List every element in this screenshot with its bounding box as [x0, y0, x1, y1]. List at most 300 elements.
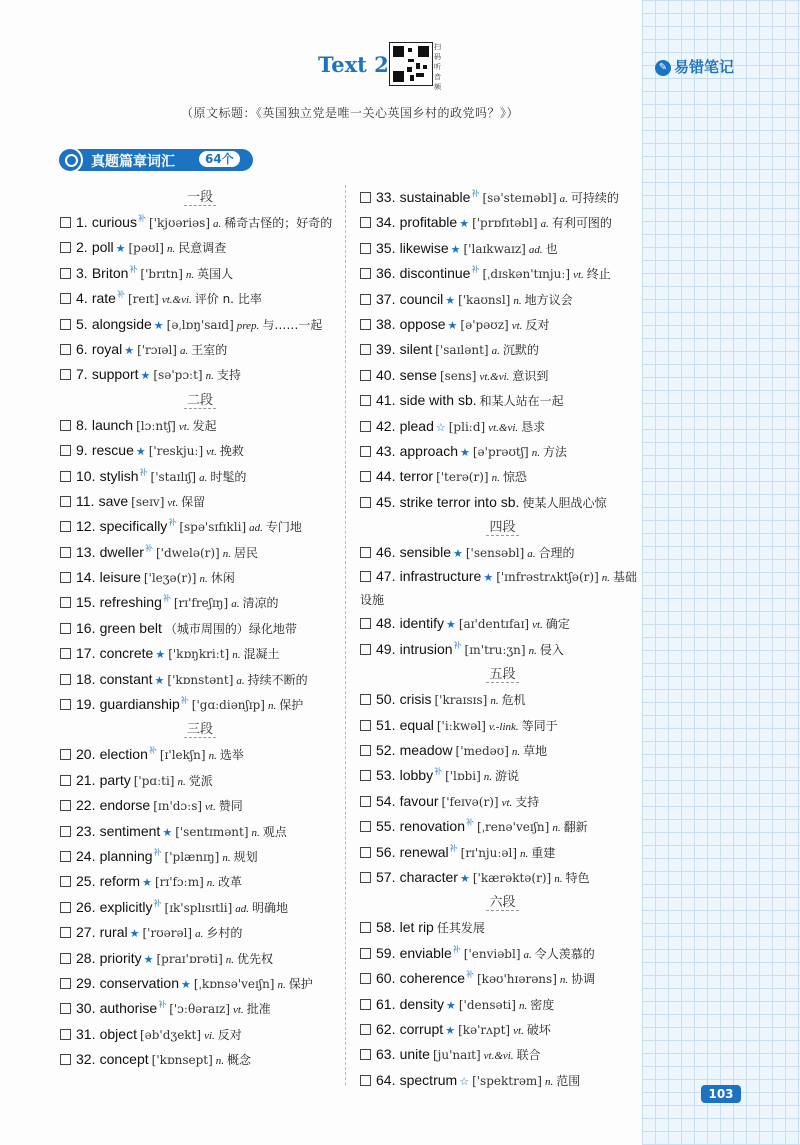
- vocab-number: 41.: [376, 392, 396, 409]
- vocab-number: 18.: [76, 670, 96, 687]
- vocab-number: 50.: [376, 691, 396, 708]
- vocab-meaning: 选举: [219, 748, 244, 763]
- checkbox[interactable]: [360, 370, 371, 381]
- vocab-pos: n.: [520, 847, 529, 860]
- star-icon: ★: [459, 871, 470, 885]
- checkbox[interactable]: [360, 395, 371, 406]
- vocab-word: infrastructure: [399, 568, 482, 585]
- vocab-pos: v.-link.: [488, 720, 519, 733]
- vocab-number: 27.: [76, 924, 96, 941]
- vocab-meaning: 基础设施: [360, 570, 638, 608]
- vocab-number: 59.: [376, 944, 396, 961]
- checkbox[interactable]: [60, 623, 71, 634]
- vocab-phonetic: [ɪn'truːʒn]: [464, 642, 526, 657]
- section-heading-label: 二段: [184, 393, 216, 409]
- vocab-number: 43.: [376, 442, 396, 459]
- star-icon: ★: [155, 648, 166, 662]
- vocab-meaning: 赞同: [218, 799, 243, 814]
- vocab-number: 57.: [376, 868, 396, 885]
- checkbox[interactable]: [60, 471, 71, 482]
- checkbox[interactable]: [60, 851, 71, 862]
- star-icon: ★: [124, 343, 135, 357]
- column-divider: [345, 185, 346, 1085]
- vocab-pos: n.: [177, 775, 186, 788]
- vocab-word: oppose: [399, 315, 446, 332]
- vocab-word: refreshing: [99, 594, 162, 611]
- vocab-phonetic: [rɪ'njuːəl]: [460, 845, 518, 860]
- vocab-pos: n.: [199, 573, 208, 586]
- vocab-number: 51.: [376, 716, 396, 733]
- vocab-item: [60, 819, 340, 844]
- section-heading-label: 六段: [486, 895, 518, 911]
- banner-label: 真题篇章词汇: [91, 154, 175, 170]
- vocab-word: silent: [399, 341, 433, 358]
- checkbox[interactable]: [60, 242, 71, 253]
- vocab-number: 1.: [76, 214, 88, 230]
- vocab-number: 54.: [376, 792, 396, 809]
- vocab-number: 7.: [76, 366, 88, 383]
- section-banner: [57, 147, 253, 173]
- supplement-mark: 补: [148, 746, 157, 756]
- vocab-pos: vt.&vi.: [483, 1050, 514, 1063]
- vocab-phonetic: ['kɒnsept]: [151, 1053, 213, 1068]
- checkbox[interactable]: [360, 872, 371, 883]
- vocab-pos: n.: [531, 446, 540, 459]
- vocab-word: identify: [399, 615, 444, 632]
- vocab-item: [360, 1068, 645, 1093]
- vocab-number: 10.: [76, 467, 96, 484]
- vocab-phonetic: [ɪn'dɔːs]: [153, 799, 203, 814]
- checkbox[interactable]: [60, 699, 71, 710]
- checkbox[interactable]: [360, 796, 371, 807]
- vocab-phonetic: ['saɪlənt]: [435, 343, 489, 358]
- vocab-word: leisure: [99, 569, 141, 586]
- supplement-mark: 补: [129, 264, 138, 274]
- checkbox[interactable]: [360, 344, 371, 355]
- grid-background: [642, 0, 800, 1145]
- checkbox[interactable]: [360, 1049, 371, 1060]
- vocab-word: planning: [99, 847, 153, 864]
- vocab-word: renewal: [399, 843, 449, 860]
- checkbox[interactable]: [360, 720, 371, 731]
- vocab-number: 2.: [76, 239, 88, 256]
- vocab-phonetic: [sə'pɔːt]: [153, 368, 203, 383]
- vocab-meaning: 翻新: [563, 820, 588, 835]
- checkbox[interactable]: [360, 821, 371, 832]
- vocab-pos: a.: [527, 548, 536, 561]
- supplement-mark: 补: [158, 1000, 167, 1010]
- vocab-phonetic: ['iːkwəl]: [436, 718, 486, 733]
- vocab-pos: a.: [523, 948, 532, 961]
- checkbox[interactable]: [360, 1075, 371, 1086]
- vocab-meaning: 保护: [288, 976, 313, 991]
- vocab-word: sensible: [399, 544, 451, 561]
- checkbox[interactable]: [60, 674, 71, 685]
- supplement-mark: 补: [168, 518, 177, 528]
- vocab-meaning: 保护: [279, 698, 304, 713]
- checkbox[interactable]: [360, 694, 371, 705]
- checkbox[interactable]: [360, 319, 371, 330]
- vocab-number: 34.: [376, 214, 396, 231]
- vocab-meaning: 与……一起: [262, 317, 323, 332]
- vocab-meaning: 任其发展: [436, 921, 485, 936]
- checkbox[interactable]: [360, 243, 371, 254]
- checkbox[interactable]: [60, 319, 71, 330]
- vocab-phonetic: ['feɪvə(r)]: [441, 794, 499, 809]
- vocab-meaning: 草地: [523, 744, 548, 759]
- vocab-pos: n.: [215, 1055, 225, 1068]
- vocab-item: [60, 210, 340, 235]
- vocab-item: [360, 966, 645, 991]
- vocab-item: [60, 514, 340, 539]
- supplement-mark: 补: [449, 843, 458, 853]
- checkbox[interactable]: [60, 1029, 71, 1040]
- vocab-number: 63.: [376, 1046, 396, 1063]
- vocab-pos: a.: [540, 218, 549, 231]
- vocab-number: 8.: [76, 416, 88, 433]
- vocab-meaning: 合理的: [538, 546, 575, 561]
- section-heading: [360, 515, 645, 540]
- checkbox[interactable]: [360, 421, 371, 432]
- supplement-mark: 补: [144, 543, 153, 553]
- checkbox[interactable]: [60, 445, 71, 456]
- search-icon: [57, 147, 83, 173]
- vocab-word: character: [399, 868, 458, 885]
- vocab-number: 12.: [76, 518, 96, 535]
- vocab-pos: a.: [213, 218, 222, 230]
- vocab-pos: n.: [528, 644, 537, 657]
- vocab-pos: n.: [518, 999, 528, 1012]
- supplement-mark: 补: [180, 696, 189, 706]
- vocab-pos: n.: [222, 851, 231, 864]
- vocab-pos: vt.: [501, 796, 513, 809]
- checkbox[interactable]: [60, 978, 71, 989]
- checkbox[interactable]: [60, 1054, 71, 1065]
- qr-label: 扫码听音频: [434, 43, 441, 91]
- vocab-number: 21.: [76, 771, 96, 788]
- checkbox[interactable]: [60, 800, 71, 811]
- vocab-item: [60, 844, 340, 869]
- vocab-pos: n.: [206, 877, 216, 890]
- checkbox[interactable]: [360, 922, 371, 933]
- vocab-pos: vt.: [178, 420, 190, 433]
- vocab-item: [60, 641, 340, 666]
- vocab-phonetic: ['sensəbl]: [465, 546, 525, 561]
- vocab-phonetic: [spə'sɪfɪkli]: [179, 520, 247, 535]
- vocab-item: [360, 713, 645, 738]
- vocab-number: 11.: [76, 492, 95, 509]
- section-heading-label: 三段: [184, 722, 216, 738]
- vocab-item: [360, 865, 645, 890]
- star-icon: ★: [450, 242, 461, 256]
- vocab-item: [360, 490, 645, 515]
- vocab-phonetic: ['terə(r)]: [436, 470, 489, 485]
- vocab-meaning: 反对: [217, 1027, 242, 1042]
- star-icon: ★: [445, 1023, 456, 1037]
- checkbox[interactable]: [60, 496, 71, 507]
- checkbox[interactable]: [60, 521, 71, 532]
- vocab-word: curious: [91, 214, 137, 230]
- vocab-item: [60, 1022, 340, 1047]
- vocab-phonetic: ['ɔːθəraɪz]: [169, 1002, 231, 1017]
- checkbox[interactable]: [60, 293, 71, 304]
- vocab-word: reform: [99, 873, 141, 890]
- vocab-meaning: 稀奇古怪的；好奇的: [224, 216, 333, 230]
- brand-logo: [655, 56, 734, 77]
- checkbox[interactable]: [360, 294, 371, 305]
- vocab-pos: vt.&vi.: [488, 421, 519, 434]
- vocab-meaning: 党派: [188, 773, 213, 788]
- checkbox[interactable]: [60, 775, 71, 786]
- section-heading: [60, 717, 340, 742]
- vocab-item: [60, 362, 340, 387]
- vocab-meaning: 支持: [216, 368, 241, 383]
- vocab-word: corrupt: [399, 1020, 444, 1037]
- star-icon: ★: [129, 927, 140, 941]
- vocab-meaning: 使某人胆战心惊: [522, 495, 607, 510]
- star-icon: ★: [115, 242, 126, 256]
- vocab-pos: n.: [511, 746, 521, 759]
- vocab-pos: a.: [236, 674, 245, 687]
- vocab-phonetic: ['rɔɪəl]: [137, 342, 177, 357]
- vocab-phonetic: ['enviəbl]: [463, 946, 521, 961]
- vocab-item: [360, 941, 645, 966]
- vocab-pos: vt.: [233, 1004, 244, 1017]
- vocab-word: spectrum: [399, 1071, 458, 1088]
- vocab-pos: ad.: [249, 522, 263, 535]
- vocab-word: rural: [99, 924, 128, 941]
- supplement-mark: 补: [471, 189, 480, 198]
- vocab-word: stylish: [99, 467, 139, 484]
- vocab-meaning: 规划: [233, 849, 258, 864]
- supplement-mark: 补: [453, 640, 462, 650]
- vocab-meaning: 有利可图的: [551, 216, 612, 231]
- vocab-number: 39.: [376, 341, 396, 358]
- vocab-phonetic: [ə'pəʊz]: [460, 317, 509, 332]
- checkbox[interactable]: [360, 268, 371, 279]
- checkbox[interactable]: [360, 770, 371, 781]
- section-heading: [60, 185, 340, 210]
- star-icon: ★: [447, 318, 458, 332]
- checkbox[interactable]: [60, 597, 71, 608]
- checkbox[interactable]: [60, 217, 71, 228]
- vocab-pos: a.: [231, 598, 240, 611]
- vocab-word: discontinue: [399, 265, 471, 282]
- vocab-word: plead: [399, 417, 434, 434]
- vocab-item: [360, 236, 645, 261]
- checkbox[interactable]: [360, 999, 371, 1010]
- vocab-word: constant: [99, 670, 153, 687]
- supplement-mark: 补: [466, 818, 474, 828]
- vocab-number: 15.: [76, 594, 96, 611]
- vocab-pos: a.: [195, 928, 204, 941]
- vocab-pos: n.: [483, 771, 493, 784]
- vocab-meaning: 特色: [565, 870, 590, 885]
- vocab-phonetic: ['medəʊ]: [455, 744, 509, 759]
- vocab-phonetic: [pəʊl]: [128, 241, 164, 256]
- star-icon: ★: [142, 876, 152, 890]
- vocab-meaning: 概念: [227, 1053, 252, 1068]
- checkbox[interactable]: [360, 618, 371, 629]
- star-icon: ★: [143, 952, 154, 966]
- vocab-meaning: 支持: [515, 794, 540, 809]
- vocab-phonetic: [ju'naɪt]: [432, 1048, 481, 1063]
- vocab-pos: vt.: [511, 319, 523, 332]
- vocab-meaning: 持续不断的: [247, 672, 308, 687]
- checkbox[interactable]: [360, 948, 371, 959]
- vocab-column-right: [360, 185, 645, 1093]
- vocab-phonetic: ['staɪlɪʃ]: [150, 469, 197, 484]
- vocab-phonetic: ['reskjuː]: [148, 444, 204, 459]
- vocab-meaning: 等同于: [521, 718, 558, 733]
- vocab-item: [60, 692, 340, 717]
- checkbox[interactable]: [360, 644, 371, 655]
- vocab-item: [360, 312, 645, 337]
- vocab-number: 9.: [76, 442, 88, 459]
- vocab-number: 42.: [376, 417, 396, 434]
- vocab-meaning: 可持续的: [570, 191, 619, 205]
- checkbox[interactable]: [360, 547, 371, 558]
- vocab-item: [360, 540, 645, 565]
- star-icon: ☆: [435, 420, 446, 434]
- vocab-phonetic: ['gɑːdiənʃɪp]: [191, 698, 265, 713]
- checkbox[interactable]: [60, 953, 71, 964]
- checkbox[interactable]: [360, 217, 371, 228]
- vocab-number: 36.: [376, 265, 396, 282]
- vocab-word: equal: [399, 716, 434, 733]
- checkbox[interactable]: [360, 745, 371, 756]
- vocab-number: 25.: [76, 873, 96, 890]
- vocab-item: [360, 388, 645, 413]
- checkbox[interactable]: [360, 847, 371, 858]
- checkbox[interactable]: [60, 927, 71, 938]
- checkbox[interactable]: [360, 973, 371, 984]
- checkbox[interactable]: [60, 749, 71, 760]
- checkbox[interactable]: [60, 902, 71, 913]
- vocab-word: launch: [91, 416, 134, 433]
- vocab-meaning: 改革: [218, 875, 243, 890]
- vocab-phonetic: ['dwelə(r)]: [155, 545, 220, 560]
- vocab-pos: a.: [179, 344, 189, 357]
- vocab-phonetic: [rɪ'fɔːm]: [154, 875, 204, 890]
- vocab-pos: vt.: [532, 619, 543, 632]
- vocab-number: 47.: [376, 568, 396, 585]
- vocab-item: [60, 565, 340, 590]
- vocab-phonetic: [əb'dʒekt]: [139, 1027, 202, 1042]
- vocab-word: dweller: [99, 543, 144, 560]
- checkbox[interactable]: [60, 1003, 71, 1014]
- vocab-item: [360, 840, 645, 865]
- vocab-number: 58.: [376, 919, 396, 936]
- checkbox[interactable]: [360, 571, 371, 582]
- vocab-word: save: [98, 492, 129, 509]
- vocab-word: coherence: [399, 970, 465, 987]
- vocab-meaning: 英国人: [197, 266, 234, 281]
- star-icon: ★: [181, 977, 191, 991]
- vocab-number: 3.: [76, 264, 88, 281]
- vocab-word: priority: [99, 949, 142, 966]
- vocab-pos: n.: [251, 826, 260, 839]
- checkbox[interactable]: [60, 344, 71, 355]
- vocab-pos: vt.: [167, 496, 179, 509]
- star-icon: ★: [154, 673, 165, 687]
- vocab-number: 52.: [376, 742, 396, 759]
- star-icon: ★: [483, 571, 494, 585]
- vocab-meaning: 乡村的: [206, 926, 243, 941]
- section-heading-label: 四段: [486, 520, 518, 536]
- vocab-number: 49.: [376, 640, 396, 657]
- vocab-item: [60, 793, 340, 818]
- vocab-meaning: 范围: [556, 1073, 581, 1088]
- vocab-item: [60, 996, 340, 1021]
- checkbox[interactable]: [60, 420, 71, 431]
- vocab-meaning: 也: [545, 241, 558, 256]
- checkbox[interactable]: [360, 192, 371, 203]
- vocab-number: 55.: [376, 818, 396, 835]
- page-title: Text 2: [318, 52, 389, 77]
- checkbox[interactable]: [360, 1024, 371, 1035]
- vocab-number: 44.: [376, 468, 396, 485]
- vocab-number: 4.: [76, 290, 88, 307]
- vocab-item: [360, 363, 645, 388]
- vocab-phonetic: [əˌlɒŋ'saɪd]: [166, 317, 234, 332]
- checkbox[interactable]: [60, 547, 71, 558]
- vocab-item: [60, 920, 340, 945]
- vocab-pos: ad.: [235, 902, 250, 915]
- vocab-item: [360, 261, 645, 286]
- vocab-item: [360, 565, 645, 611]
- vocab-item: [360, 789, 645, 814]
- checkbox[interactable]: [60, 572, 71, 583]
- checkbox[interactable]: [60, 826, 71, 837]
- vocab-number: 62.: [376, 1020, 396, 1037]
- checkbox[interactable]: [60, 648, 71, 659]
- supplement-mark: 补: [466, 970, 474, 980]
- vocab-word: concept: [99, 1051, 149, 1068]
- vocab-pos: n.: [277, 978, 286, 991]
- checkbox[interactable]: [360, 471, 371, 482]
- vocab-item: [60, 971, 340, 996]
- vocab-meaning: 明确地: [252, 900, 289, 915]
- vocab-meaning: 发起: [192, 418, 217, 433]
- checkbox[interactable]: [60, 876, 71, 887]
- vocab-pos: n.: [544, 1075, 554, 1088]
- vocab-word: royal: [91, 340, 123, 357]
- checkbox[interactable]: [60, 268, 71, 279]
- vocab-item: [360, 814, 645, 839]
- vocab-phonetic: ['prɒfɪtəbl]: [472, 216, 538, 231]
- vocab-word: green belt: [99, 619, 162, 636]
- vocab-phonetic: [sə'steɪnəbl]: [482, 191, 557, 205]
- vocab-phonetic: [ˌdɪskən'tɪnjuː]: [482, 267, 571, 282]
- qr-code-icon[interactable]: [389, 42, 433, 86]
- vocab-meaning: 地方议会: [524, 292, 573, 307]
- vocab-phonetic: [kə'rʌpt]: [458, 1022, 511, 1037]
- section-heading: [60, 388, 340, 413]
- vocab-word: explicitly: [99, 898, 153, 915]
- vocab-word: rate: [91, 290, 116, 307]
- star-icon: ★: [452, 547, 463, 561]
- vocab-number: 23.: [76, 822, 96, 839]
- star-icon: ★: [445, 618, 456, 632]
- checkbox[interactable]: [360, 497, 371, 508]
- vocab-word: conservation: [99, 974, 179, 991]
- vocab-item: [360, 1017, 645, 1042]
- vocab-pos: n.: [205, 370, 214, 383]
- vocab-word: meadow: [399, 742, 453, 759]
- checkbox[interactable]: [60, 369, 71, 380]
- checkbox[interactable]: [360, 446, 371, 457]
